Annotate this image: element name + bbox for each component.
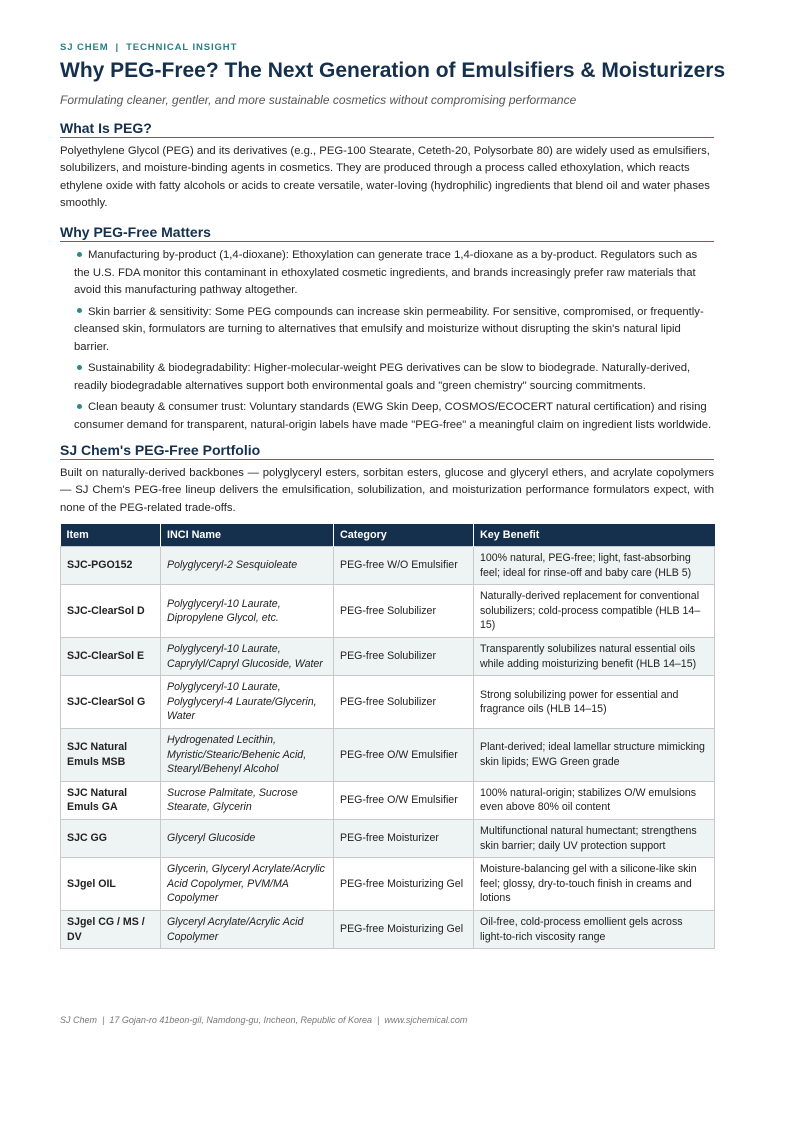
table-row <box>61 585 715 638</box>
cell-item: SJgel CG / MS / DV <box>61 910 161 948</box>
bullet-icon <box>77 308 82 313</box>
cell-benefit: Multifunctional natural humectant; strengthens skin barrier; daily UV protection support <box>474 819 715 857</box>
table-row <box>61 547 715 585</box>
table-row <box>61 819 715 857</box>
section-heading-why-peg-free: Why PEG-Free Matters <box>60 223 714 242</box>
cell-benefit: Naturally-derived replacement for conventional solubilizers; cold-process compatible (HLB 14–15) <box>474 585 715 638</box>
bullet-text: Clean beauty & consumer trust: Voluntary standards (EWG Skin Deep, COSMOS/ECOCERT natural certification) and rising consumer demand for transparent, natural-origin labels have made "PEG-free" a meaningful claim on ingredient lists worldwide. <box>74 401 712 431</box>
cell-inci: Polyglyceryl-10 Laurate, Dipropylene Glycol, etc. <box>161 585 334 638</box>
page-title: Why PEG-Free? The Next Generation of Emulsifiers & Moisturizers <box>60 59 726 82</box>
table-row <box>61 910 715 948</box>
bullet-text: Manufacturing by-product (1,4-dioxane): Ethoxylation can generate trace 1,4-dioxane as a by-product. Regulators such as the U.S. FDA monitor this contaminant in ethoxylated cosmetic ingredients, and brands increasingly prefer raw materials that avoid this manufacturing pathway altogether. <box>74 249 698 297</box>
cell-inci: Polyglyceryl-2 Sesquioleate <box>161 547 334 585</box>
cell-benefit: Strong solubilizing power for essential and fragrance oils (HLB 14–15) <box>474 676 715 729</box>
cell-inci: Glycerin, Glyceryl Acrylate/Acrylic Acid Copolymer, PVM/MA Copolymer <box>161 858 334 911</box>
page-footer <box>60 1015 467 1025</box>
cell-benefit: 100% natural, PEG-free; light, fast-absorbing feel; ideal for rinse-off and baby care (HLB 5) <box>474 547 715 585</box>
cell-category: PEG-free Moisturizing Gel <box>334 858 474 911</box>
document-content <box>60 40 726 949</box>
list-item <box>74 360 714 395</box>
cell-item: SJC GG <box>61 819 161 857</box>
section-heading-what-is-peg: What Is PEG? <box>60 119 714 138</box>
footer-separator: | <box>377 1015 380 1025</box>
list-item <box>74 304 714 357</box>
cell-category: PEG-free Solubilizer <box>334 638 474 676</box>
portfolio-intro: Built on naturally-derived backbones — polyglyceryl esters, sorbitan esters, glucose and glyceryl ethers, and acrylate copolymers — SJ Chem's PEG-free lineup delivers the emulsification, solubilization, and moisturization performance formulators expect, with none of the PEG-related trade-offs. <box>60 467 714 514</box>
table-row <box>61 781 715 819</box>
cell-inci: Glyceryl Glucoside <box>161 819 334 857</box>
kicker-separator: | <box>115 42 120 53</box>
bullet-icon <box>77 404 82 409</box>
cell-item: SJgel OIL <box>61 858 161 911</box>
column-header-item: Item <box>61 524 161 547</box>
cell-category: PEG-free O/W Emulsifier <box>334 781 474 819</box>
cell-item: SJC-ClearSol D <box>61 585 161 638</box>
kicker-brand: SJ CHEM <box>60 42 109 53</box>
table-header-row <box>61 524 715 547</box>
cell-category: PEG-free W/O Emulsifier <box>334 547 474 585</box>
footer-company: SJ Chem <box>60 1015 98 1025</box>
cell-category: PEG-free O/W Emulsifier <box>334 729 474 782</box>
cell-inci: Polyglyceryl-10 Laurate, Caprylyl/Capryl Glucoside, Water <box>161 638 334 676</box>
bullet-icon <box>77 365 82 370</box>
cell-category: PEG-free Solubilizer <box>334 676 474 729</box>
why-peg-free-list <box>60 247 714 434</box>
column-header-benefit: Key Benefit <box>474 524 715 547</box>
cell-item: SJC-PGO152 <box>61 547 161 585</box>
cell-item: SJC-ClearSol E <box>61 638 161 676</box>
cell-inci: Polyglyceryl-10 Laurate, Polyglyceryl-4 Laurate/Glycerin, Water <box>161 676 334 729</box>
cell-inci: Glyceryl Acrylate/Acrylic Acid Copolymer <box>161 910 334 948</box>
cell-inci: Sucrose Palmitate, Sucrose Stearate, Glycerin <box>161 781 334 819</box>
footer-address: 17 Gojan-ro 41beon-gil, Namdong-gu, Incheon, Republic of Korea <box>109 1015 373 1025</box>
cell-item: SJC Natural Emuls GA <box>61 781 161 819</box>
footer-website: www.sjchemical.com <box>384 1015 468 1025</box>
list-item <box>74 399 714 434</box>
cell-benefit: Transparently solubilizes natural essential oils while adding moisturizing benefit (HLB 14–15) <box>474 638 715 676</box>
bullet-icon <box>77 252 82 257</box>
kicker-section: TECHNICAL INSIGHT <box>126 42 238 53</box>
kicker <box>60 40 714 56</box>
column-header-category: Category <box>334 524 474 547</box>
bullet-text: Sustainability & biodegradability: Higher-molecular-weight PEG derivatives can be slow to biodegrade. Naturally-derived, readily biodegradable alternatives support both environmental goals and "green chemistry" sourcing commitments. <box>74 362 691 392</box>
cell-category: PEG-free Moisturizing Gel <box>334 910 474 948</box>
section-heading-portfolio: SJ Chem's PEG-Free Portfolio <box>60 441 714 460</box>
column-header-inci: INCI Name <box>161 524 334 547</box>
list-item <box>74 247 714 300</box>
page-subtitle: Formulating cleaner, gentler, and more sustainable cosmetics without compromising performance <box>60 93 577 107</box>
cell-inci: Hydrogenated Lecithin, Myristic/Stearic/Behenic Acid, Stearyl/Behenyl Alcohol <box>161 729 334 782</box>
cell-category: PEG-free Solubilizer <box>334 585 474 638</box>
cell-benefit: 100% natural-origin; stabilizes O/W emulsions even above 80% oil content <box>474 781 715 819</box>
portfolio-table <box>60 524 715 949</box>
cell-item: SJC-ClearSol G <box>61 676 161 729</box>
table-row <box>61 676 715 729</box>
cell-benefit: Moisture-balancing gel with a silicone-like skin feel; glossy, dry-to-touch finish in creams and lotions <box>474 858 715 911</box>
cell-benefit: Plant-derived; ideal lamellar structure mimicking skin lipids; EWG Green grade <box>474 729 715 782</box>
table-row <box>61 638 715 676</box>
table-row <box>61 729 715 782</box>
cell-item: SJC Natural Emuls MSB <box>61 729 161 782</box>
table-row <box>61 858 715 911</box>
footer-separator: | <box>102 1015 105 1025</box>
cell-benefit: Oil-free, cold-process emollient gels across light-to-rich viscosity range <box>474 910 715 948</box>
what-is-peg-paragraph: Polyethylene Glycol (PEG) and its derivatives (e.g., PEG-100 Stearate, Ceteth-20, Polysorbate 80) are widely used as emulsifiers, solubilizers, and moisture-binding agents in cosmetics. They are produced through a process called ethoxylation, which reacts ethylene oxide with fatty alcohols or acids to create versatile, water-loving (hydrophilic) ingredients that blend oil and water phases smoothly. <box>60 145 710 209</box>
cell-category: PEG-free Moisturizer <box>334 819 474 857</box>
bullet-text: Skin barrier & sensitivity: Some PEG compounds can increase skin permeability. For sensitive, compromised, or frequently-cleansed skin, formulators are turning to alternatives that emulsify and moisturize without disrupting the skin's natural lipid barrier. <box>74 305 704 353</box>
